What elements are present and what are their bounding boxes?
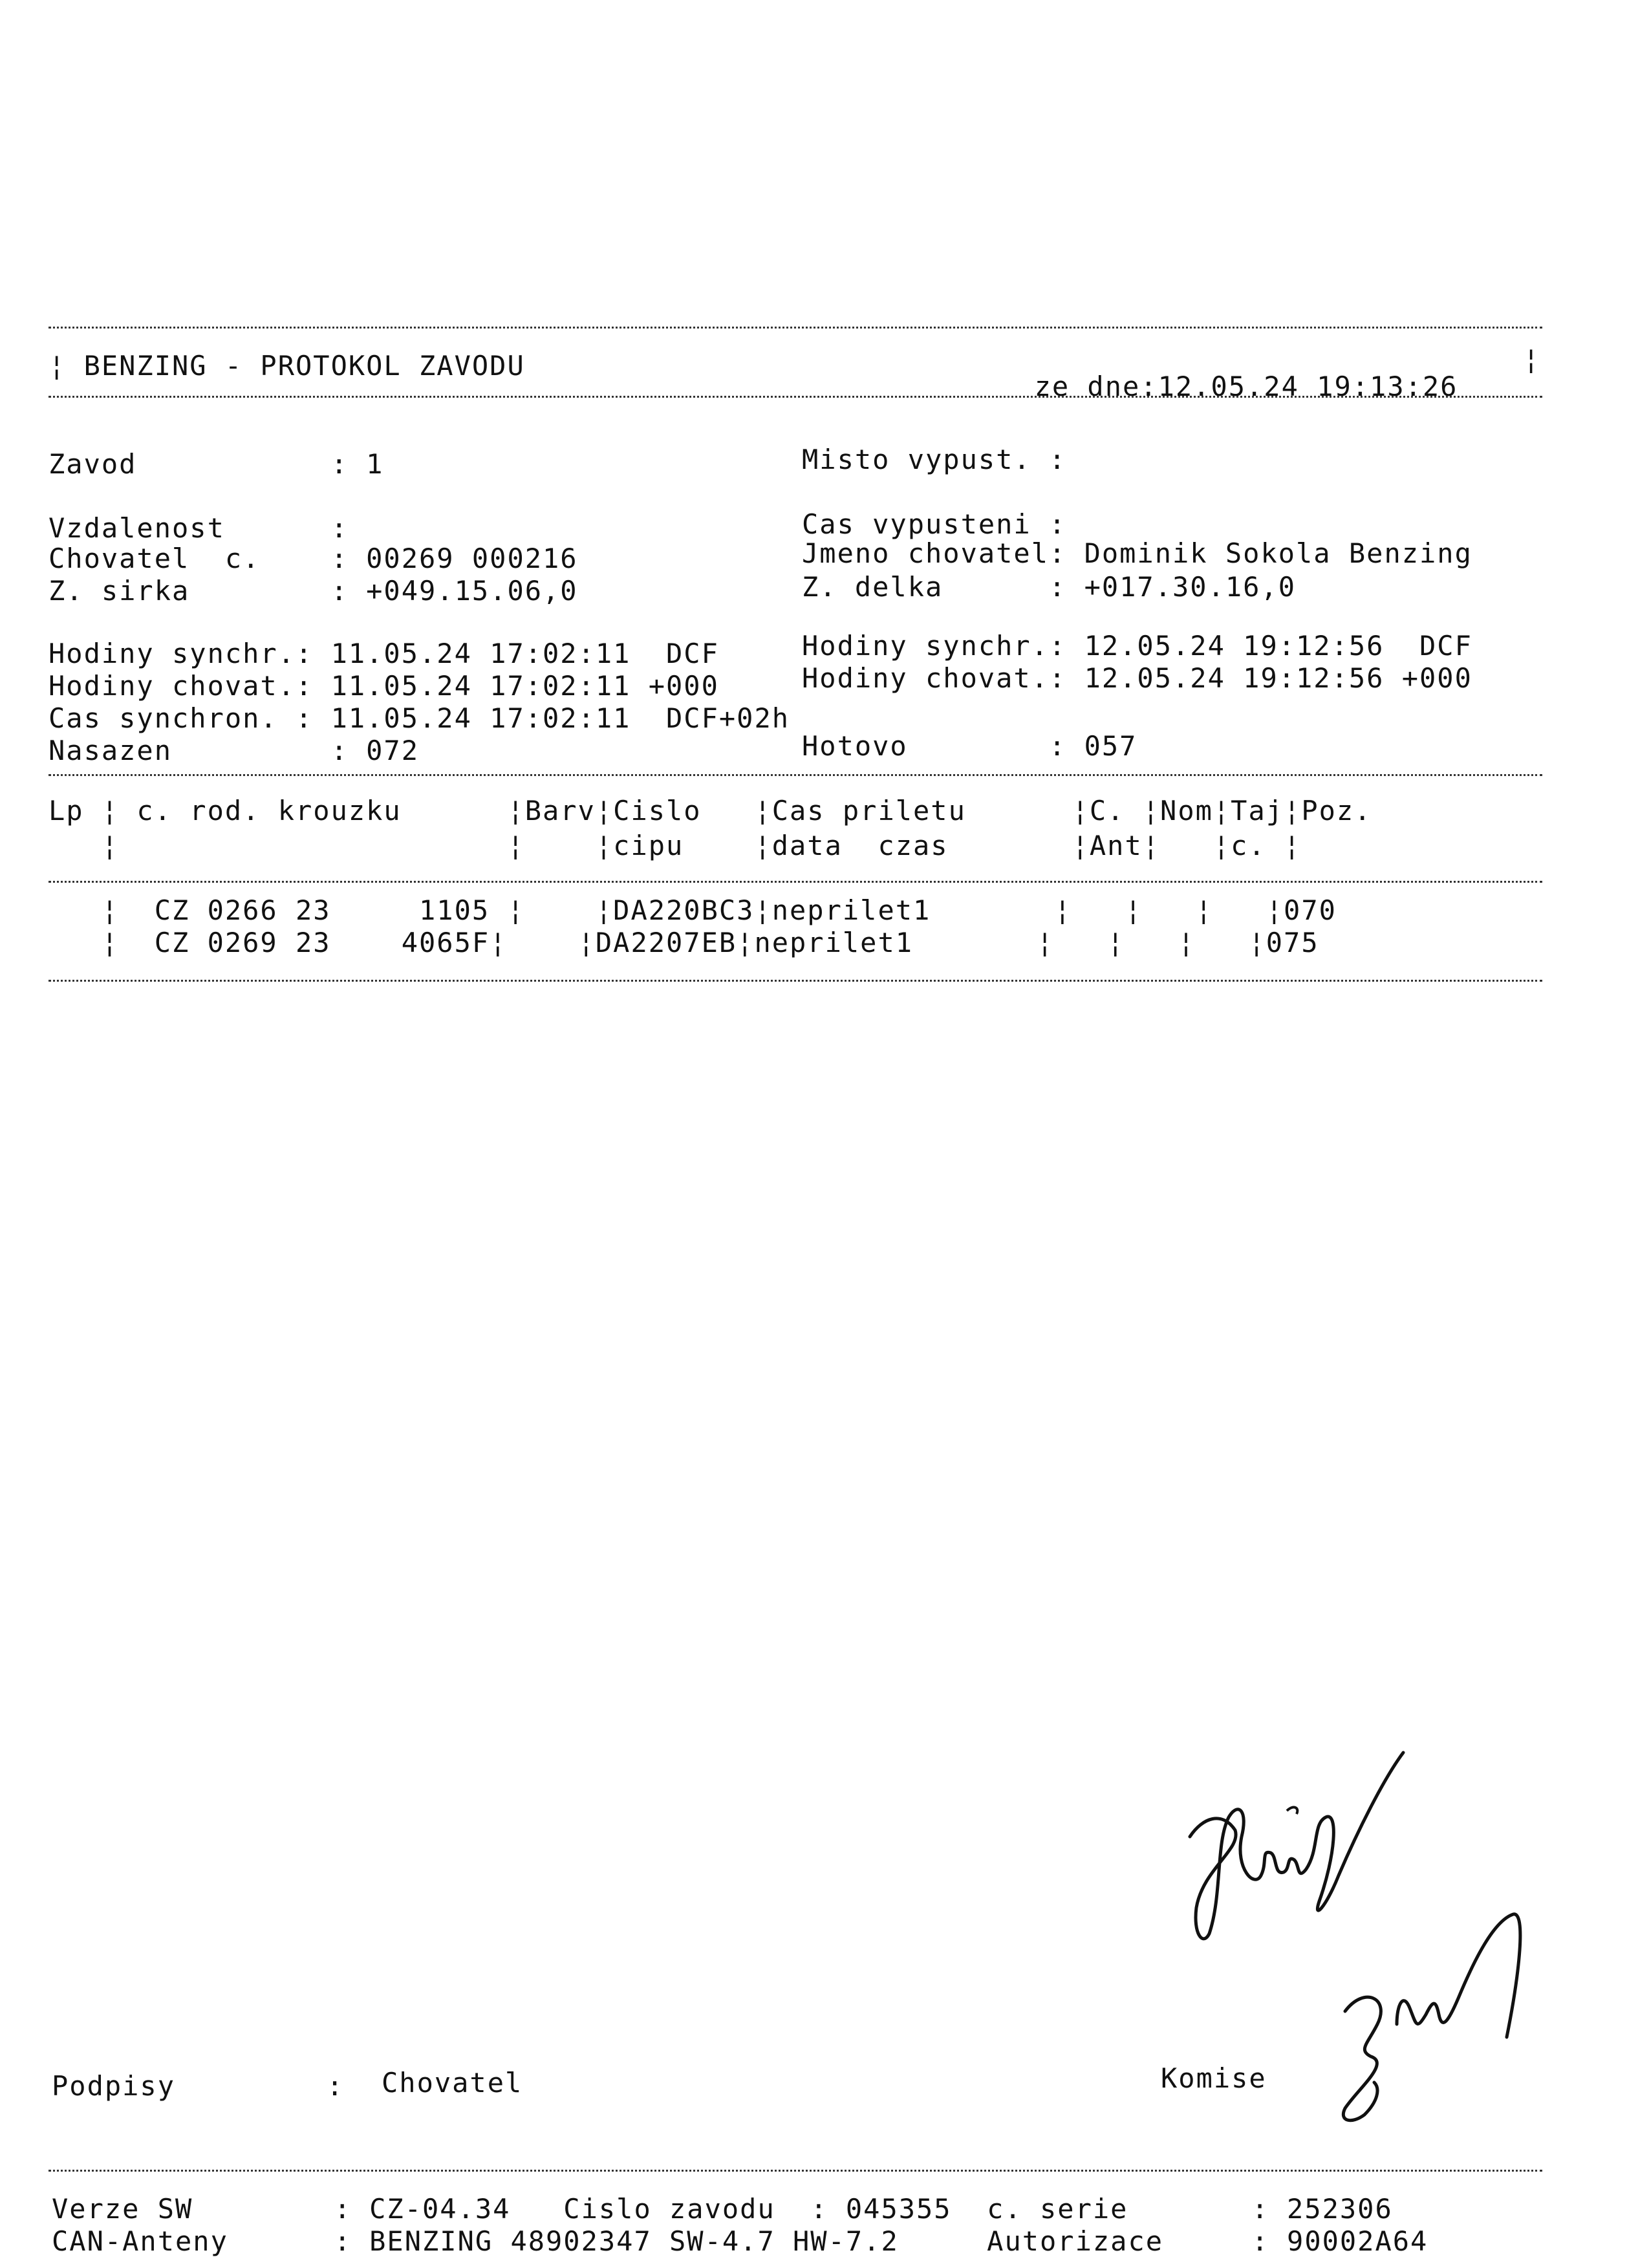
table-header-line-2: ¦ ¦ ¦cipu ¦data czas ¦Ant¦ ¦c. ¦ bbox=[48, 830, 1302, 861]
jmeno-chovatel-field: Jmeno chovatel: Dominik Sokola Benzing bbox=[802, 537, 1472, 569]
table-top-rule bbox=[48, 774, 1542, 776]
table-header-line-1: Lp ¦ c. rod. krouzku ¦Barv¦Cislo ¦Cas priletu ¦C. ¦Nom¦Taj¦Poz. bbox=[48, 795, 1372, 826]
cas-vypusteni-field: Cas vypusteni : bbox=[802, 508, 1067, 540]
chovatel-label: Chovatel bbox=[382, 2067, 523, 2099]
page-title: ¦ BENZING - PROTOKOL ZAVODU bbox=[48, 350, 525, 382]
date-label: ze dne: bbox=[1034, 371, 1158, 402]
header-rule bbox=[48, 396, 1542, 398]
zavod-field: Zavod : 1 bbox=[48, 448, 384, 480]
sync-left-1: Hodiny synchr.: 11.05.24 17:02:11 DCF bbox=[48, 638, 719, 669]
nasazen-field: Nasazen : 072 bbox=[48, 735, 420, 766]
sync-right-1: Hodiny synchr.: 12.05.24 19:12:56 DCF bbox=[802, 630, 1472, 662]
sync-right-2: Hodiny chovat.: 12.05.24 19:12:56 +000 bbox=[802, 662, 1472, 694]
komise-label: Komise bbox=[1161, 2062, 1267, 2094]
table-row: ¦ CZ 0269 23 4065F¦ ¦DA2207EB¦neprilet1 ¦ ¦ ¦ ¦075 bbox=[48, 927, 1319, 958]
table-row: ¦ CZ 0266 23 1105 ¦ ¦DA220BC3¦neprilet1 ¦ ¦ ¦ ¦070 bbox=[48, 894, 1337, 926]
misto-field: Misto vypust. : bbox=[802, 444, 1067, 475]
table-bottom-rule bbox=[48, 980, 1542, 982]
header-right-bar: ¦ bbox=[1523, 343, 1541, 375]
footer-line-1: Verze SW : CZ-04.34 Cislo zavodu : 045355 c. serie : 252306 bbox=[52, 2193, 1393, 2225]
sync-left-3: Cas synchron. : 11.05.24 17:02:11 DCF+02h bbox=[48, 702, 790, 734]
top-rule bbox=[48, 327, 1542, 329]
handwritten-signature-2 bbox=[1319, 1895, 1578, 2141]
z-sirka-field: Z. sirka : +049.15.06,0 bbox=[48, 575, 578, 607]
footer-line-2: CAN-Anteny : BENZING 48902347 SW-4.7 HW-7.2 Autorizace : 90002A64 bbox=[52, 2225, 1428, 2257]
podpisy-colon: : bbox=[327, 2070, 345, 2102]
chovatel-c-field: Chovatel c. : 00269 000216 bbox=[48, 543, 578, 574]
footer-rule bbox=[48, 2170, 1542, 2172]
sync-left-2: Hodiny chovat.: 11.05.24 17:02:11 +000 bbox=[48, 670, 719, 702]
hotovo-field: Hotovo : 057 bbox=[802, 730, 1137, 762]
date-value: 12.05.24 19:13:26 bbox=[1158, 371, 1458, 402]
vzdalenost-field: Vzdalenost : bbox=[48, 512, 349, 544]
report-date bbox=[999, 346, 1458, 400]
podpisy-label: Podpisy bbox=[52, 2070, 176, 2102]
z-delka-field: Z. delka : +017.30.16,0 bbox=[802, 571, 1297, 603]
table-header-rule bbox=[48, 881, 1542, 883]
